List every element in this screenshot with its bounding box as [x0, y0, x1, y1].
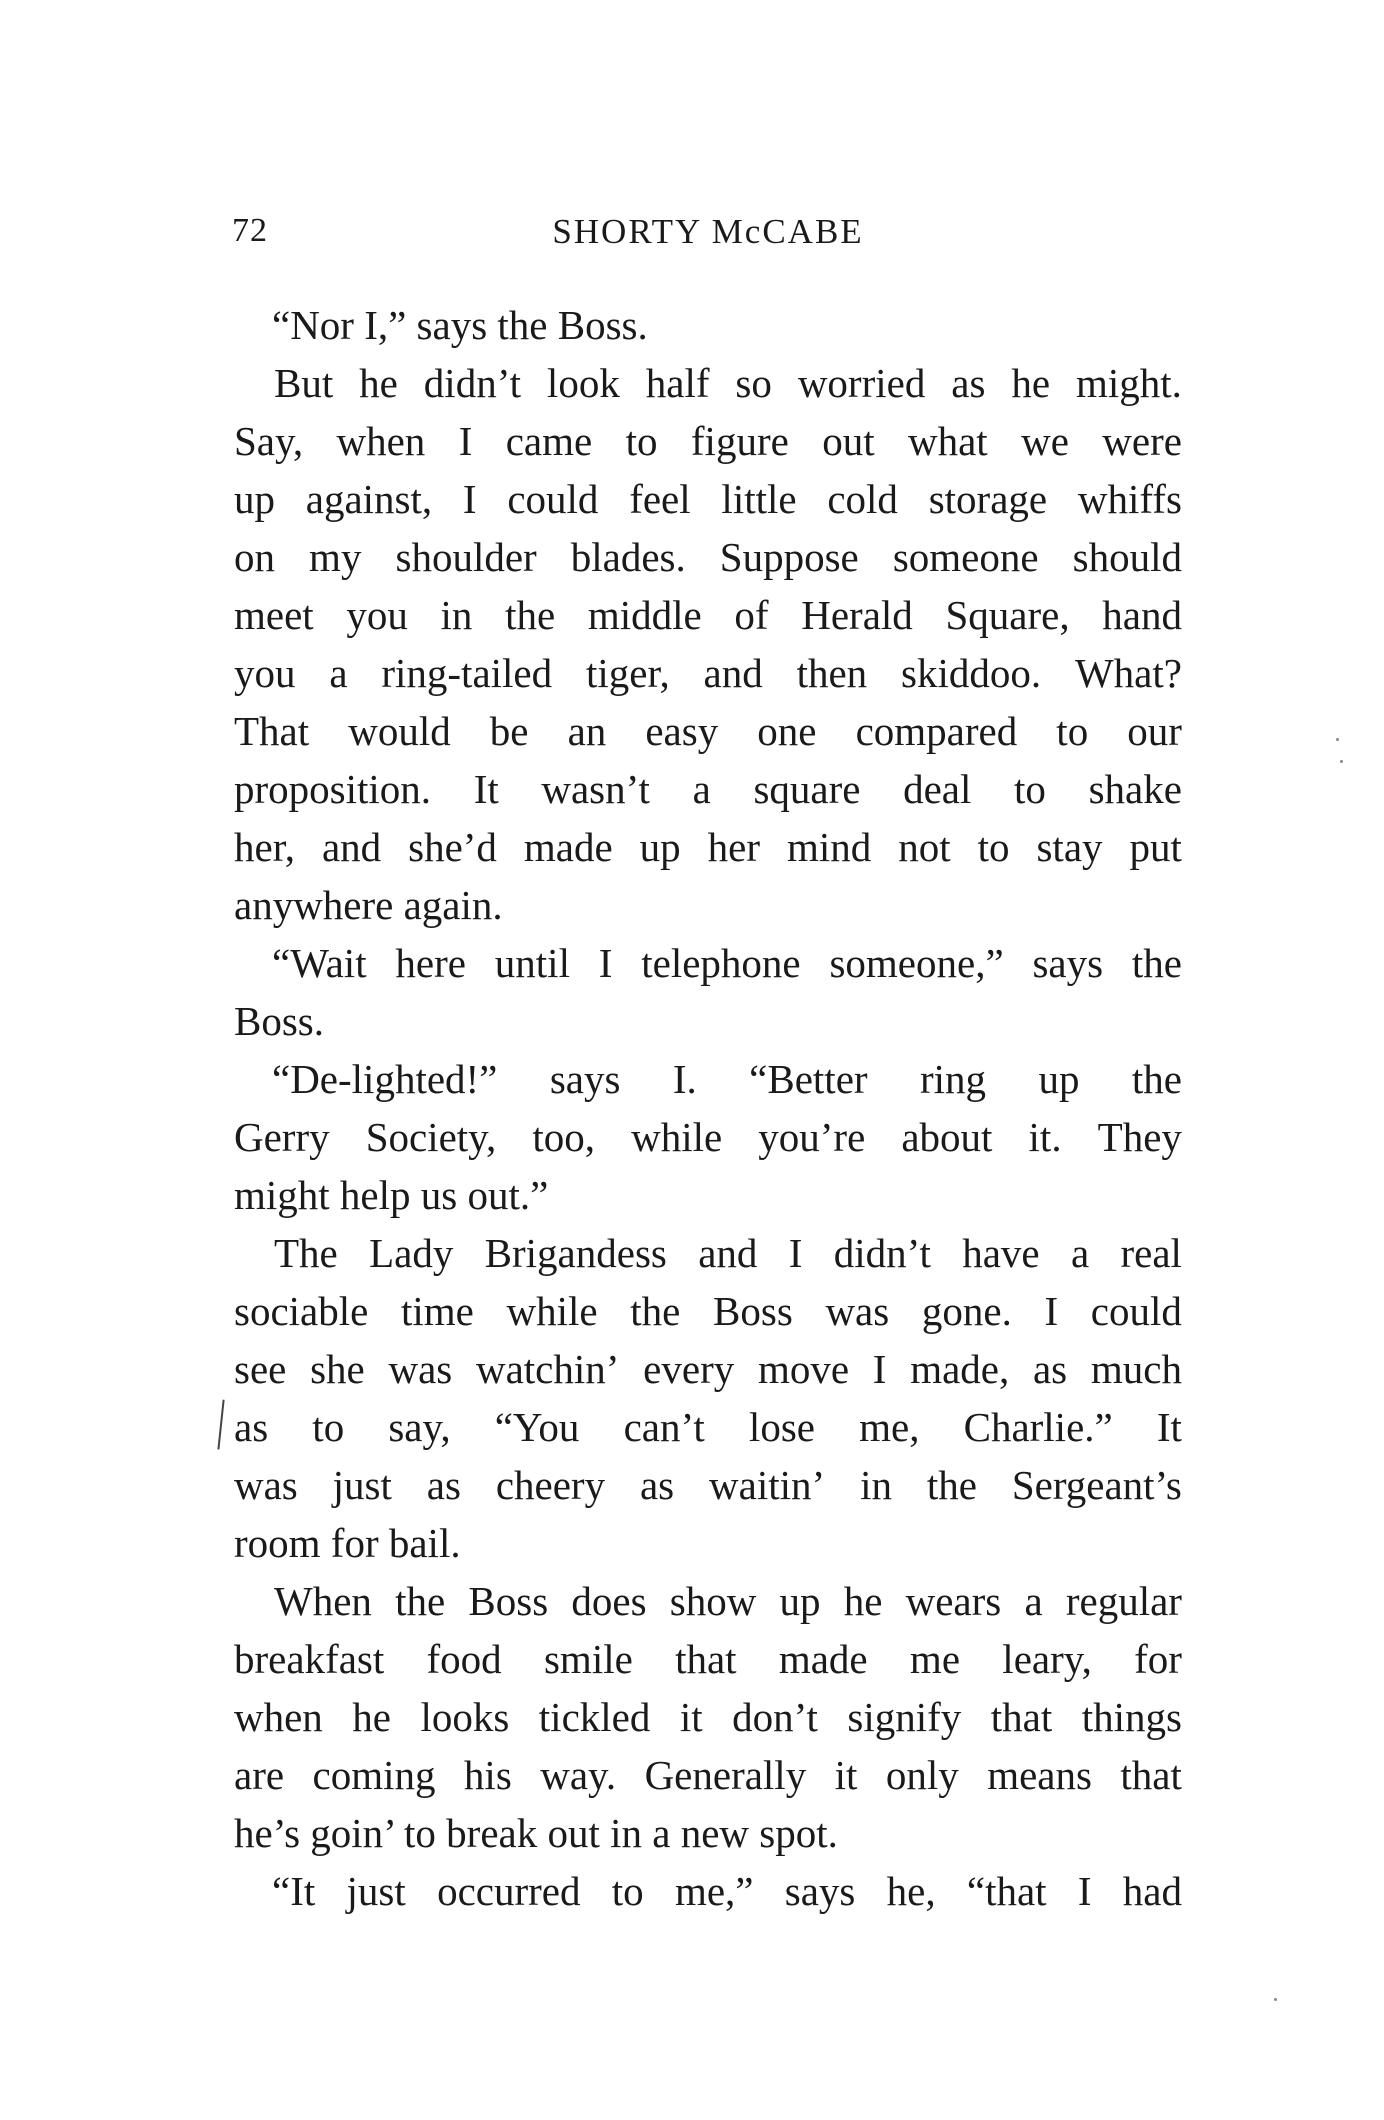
text-line: That would be an easy one compared to our [234, 708, 1182, 754]
text-line: are coming his way. Generally it only means that [234, 1752, 1182, 1798]
text-line: her, and she’d made up her mind not to stay put [234, 824, 1182, 870]
text-line: proposition. It wasn’t a square deal to shake [234, 766, 1182, 812]
text-line: “De-lighted!” says I. “Better ring up the [272, 1056, 1182, 1102]
page-number: 72 [232, 212, 268, 249]
text-line: “It just occurred to me,” says he, “that I had [272, 1868, 1182, 1914]
text-line: “Nor I,” says the Boss. [272, 302, 648, 348]
margin-mark [217, 1400, 232, 1451]
text-line: on my shoulder blades. Suppose someone should [234, 534, 1182, 580]
text-line: you a ring-tailed tiger, and then skiddoo. What? [234, 650, 1182, 696]
running-head [232, 212, 1184, 262]
text-line: Gerry Society, too, while you’re about it. They [234, 1114, 1182, 1160]
speck [1336, 738, 1339, 741]
text-line: Say, when I came to figure out what we were [234, 418, 1182, 464]
text-line: sociable time while the Boss was gone. I could [234, 1288, 1182, 1334]
running-title: SHORTY McCABE [552, 212, 864, 251]
text-line: Boss. [234, 998, 325, 1044]
text-line: But he didn’t look half so worried as he might. [274, 360, 1182, 406]
body-text [234, 296, 1182, 1920]
text-line: The Lady Brigandess and I didn’t have a real [274, 1230, 1182, 1276]
text-line: when he looks tickled it don’t signify that things [234, 1694, 1182, 1740]
text-line: see she was watchin’ every move I made, as much [234, 1346, 1182, 1392]
text-line: might help us out.” [234, 1172, 549, 1218]
text-line: “Wait here until I telephone someone,” says the [272, 940, 1182, 986]
text-line: as to say, “You can’t lose me, Charlie.” It [234, 1404, 1182, 1450]
text-line: meet you in the middle of Herald Square, hand [234, 592, 1182, 638]
text-line: he’s goin’ to break out in a new spot. [234, 1810, 838, 1856]
text-line: breakfast food smile that made me leary, for [234, 1636, 1182, 1682]
text-line: anywhere again. [234, 882, 503, 928]
speck [1274, 1998, 1277, 2001]
speck [1340, 760, 1343, 763]
text-line: up against, I could feel little cold storage whiffs [234, 476, 1182, 522]
text-line: was just as cheery as waitin’ in the Sergeant’s [234, 1462, 1182, 1508]
text-line: When the Boss does show up he wears a regular [274, 1578, 1182, 1624]
text-line: room for bail. [234, 1520, 461, 1566]
